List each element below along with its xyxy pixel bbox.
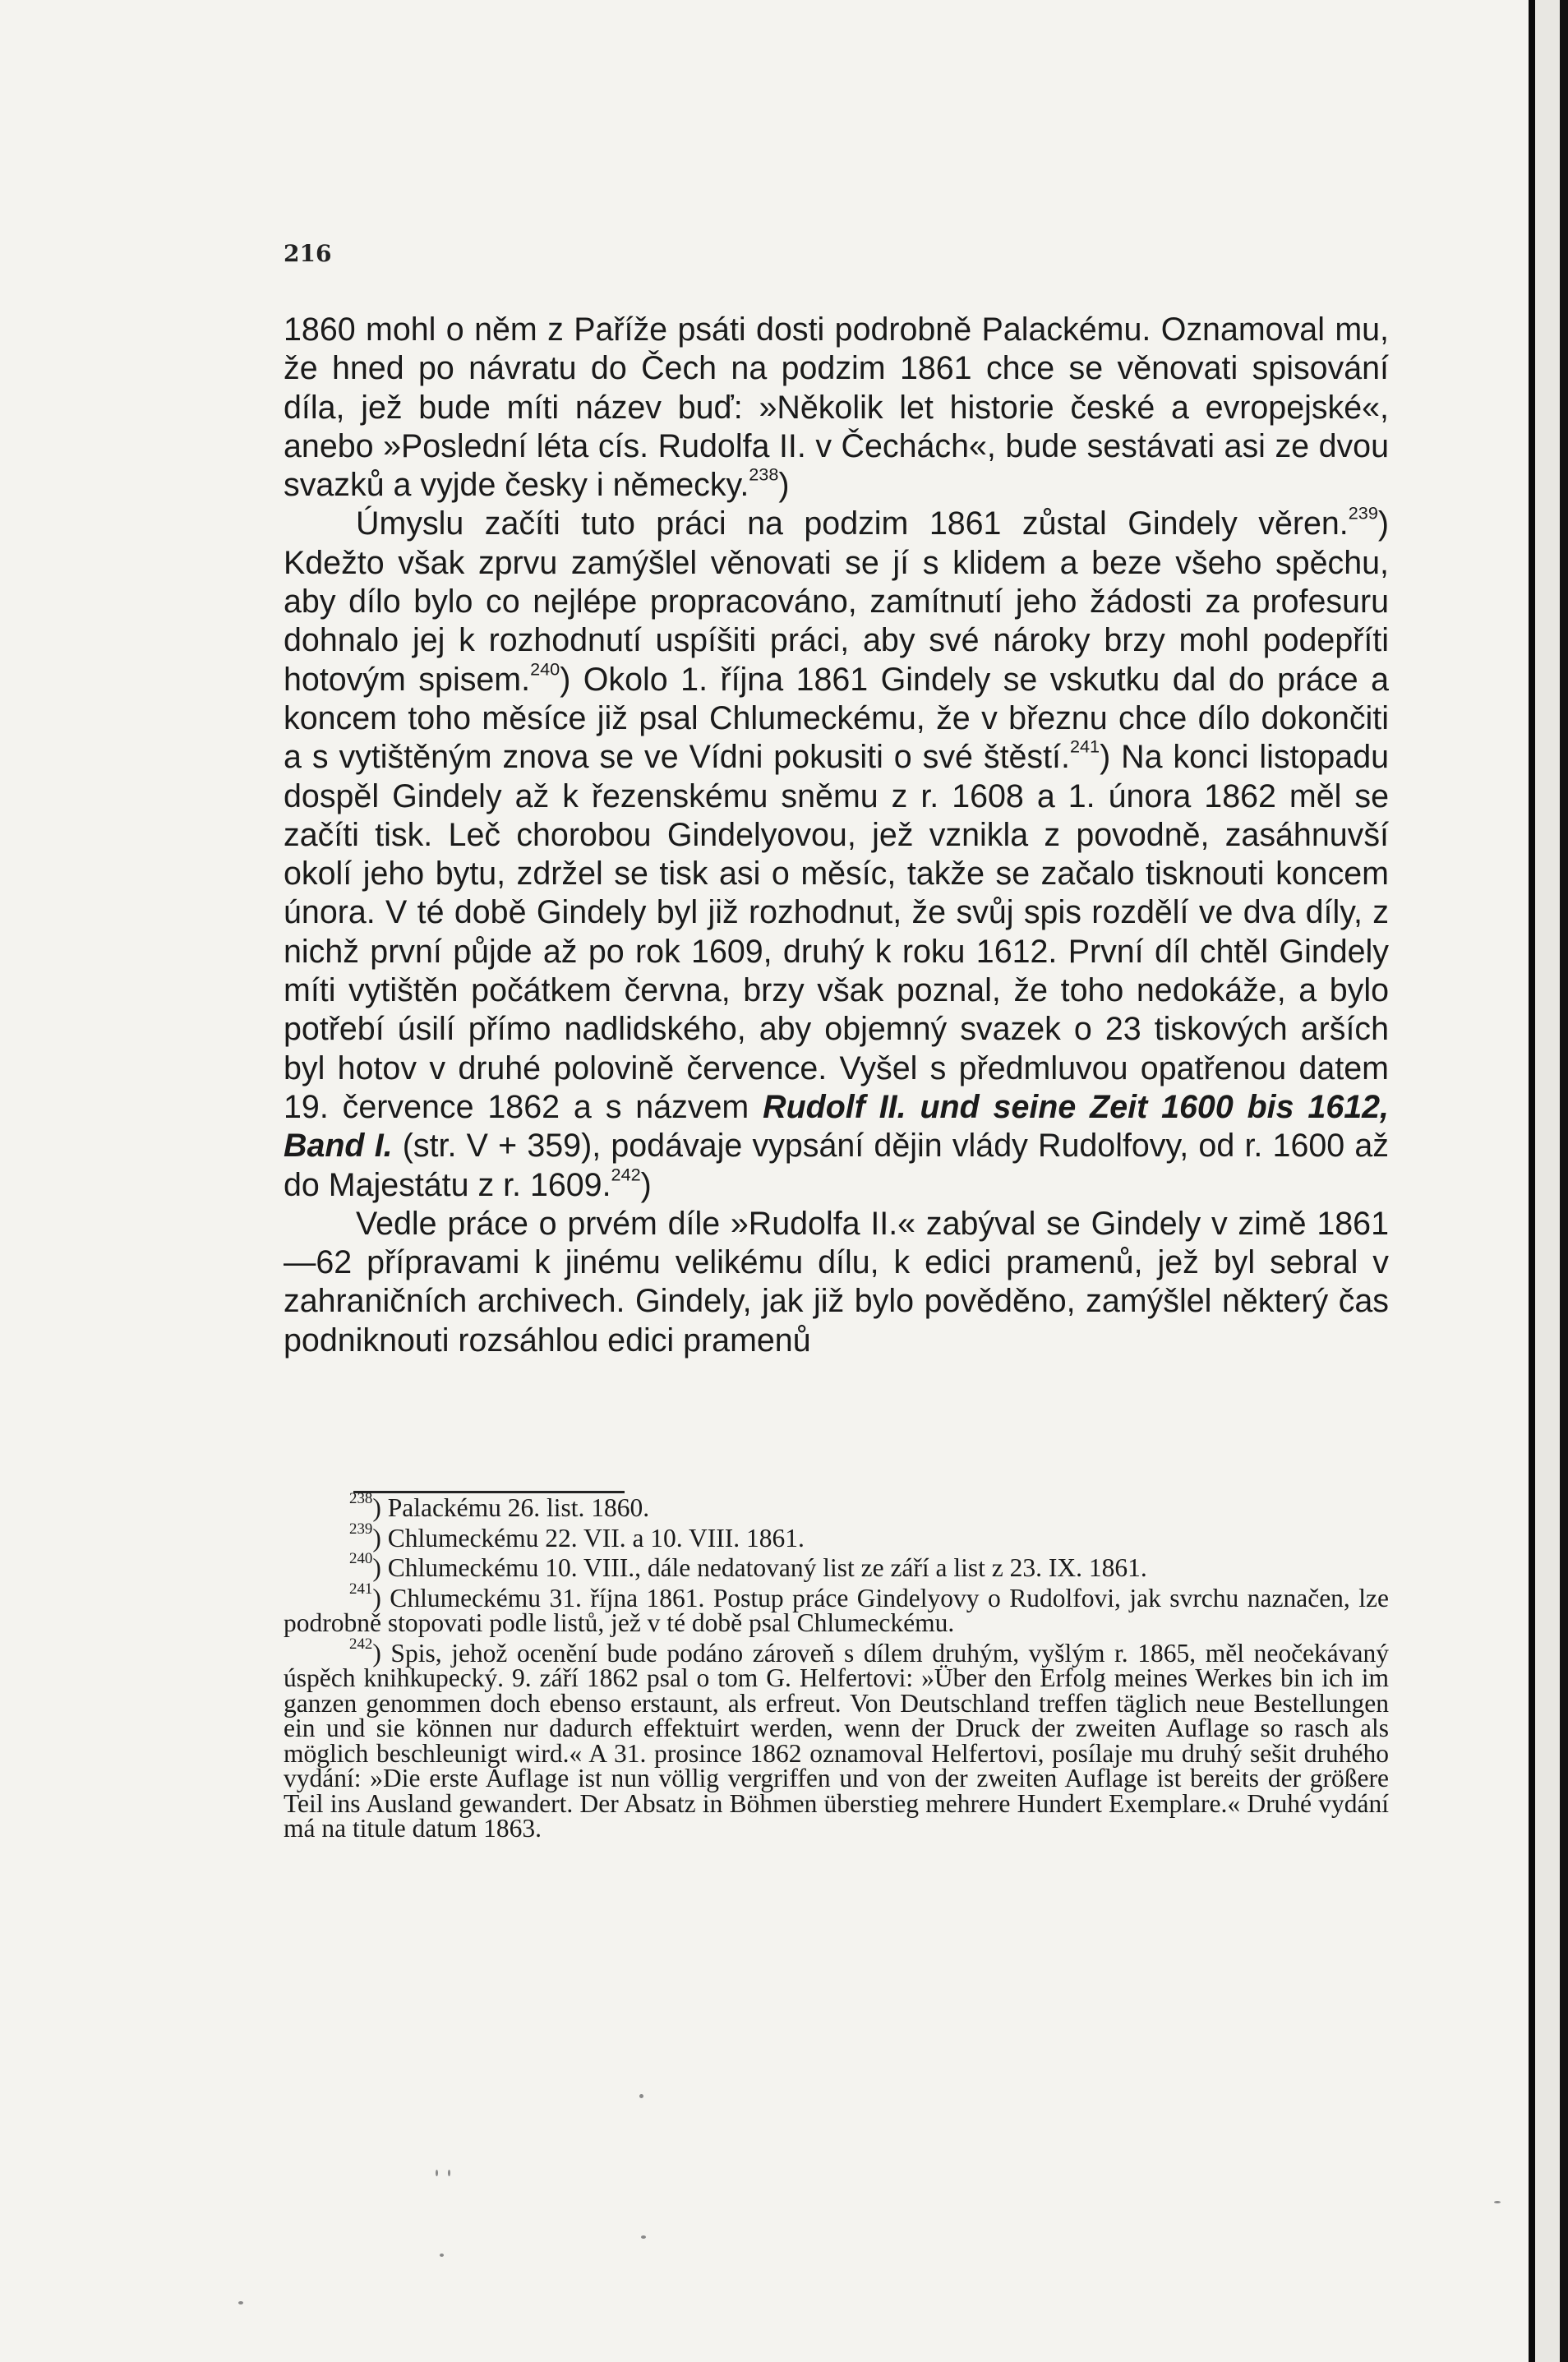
paragraph-1-end: ) [778,467,790,504]
footnote-ref-241: 241 [1069,736,1100,757]
footnote-text: ) Palackému 26. list. 1860. [372,1493,650,1522]
paragraph-2-part-d: ) Na konci listopadu dospěl Gindely až k řezenskému sněmu z r. 1608 a 1. února 1862 měl se začíti tisk. Leč chorobou Gindelyovou, jež vznikla z povodně, zasáhnuvší okolí jeho bytu, zdržel se tisk asi o měsíc, takže se začalo tisknouti koncem února. V té době Gindely byl již rozhodnut, že svůj spis rozdělí ve dva díly, z nichž první půjde až po rok 1609, druhý k roku 1612. První díl chtěl Gindely míti vytištěn počátkem června, brzy však poznal, že toho nedokáže, a bylo potřebí úsilí přímo nadlidského, aby objemný svazek o 23 tiskových arších byl hotov v druhé polovině července. Vyšel s předmluvou opatřenou datem 19. července 1862 a s názvem [284,739,1390,1125]
book-title: Rudolf II. und seine Zeit 1600 bis 1612, Band I. [284,1088,1389,1165]
footnote-number: 241 [349,1580,373,1598]
footnote-number: 239 [349,1520,373,1538]
paragraph-1-text: 1860 mohl o něm z Paříže psáti dosti podrobně Palackému. Oznamoval mu, že hned po návratu do Čech na podzim 1861 chce se věnovati spisování díla, jež bude míti název buď: »Několik let historie české a evropejské«, anebo »Poslední léta cís. Rudolfa II. v Čechách«, bude sestávati asi ze dvou svazků a vyjde česky i německy. [284,311,1389,504]
footnote-240 [284,1549,1389,1582]
footnote-242 [284,1635,1389,1843]
footnote-text: ) Spis, jehož ocenění bude podáno zároveň s dílem druhým, vyšlým r. 1865, měl neočekávaný úspěch knihkupecký. 9. září 1862 psal o tom G. Helfertovi: »Über den Erfolg meines Werkes bin ich im ganzen genommen doch ebenso erstaunt, als erfreut. Von Deutschland treffen täglich neue Bestellungen ein und sie können nur dadurch effektuirt werden, wenn der Druck der zweiten Auflage so rasch als möglich beschleunigt wird.« A 31. prosince 1862 oznamoval Helfertovi, posílaje mu druhý sešit druhého vydání: »Die erste Auflage ist nun völlig vergriffen und von der zweiten Auflage ist bereits der größere Teil ins Ausland gewandert. Der Absatz in Böhmen überstieg mehrere Hundert Exemplare.« Druhé vydání má na titule datum 1863. [284,1638,1389,1843]
footnote-number: 242 [349,1635,373,1653]
paragraph-2 [284,505,1389,1204]
footnote-241 [284,1580,1389,1637]
footnote-text: ) Chlumeckému 10. VIII., dále nedatovaný list ze září a list z 23. IX. 1861. [372,1553,1147,1582]
paragraph-2-part-e: (str. V + 359), podávaje vypsání dějin vlády Rudolfovy, od r. 1600 až do Majestátu z r. 1609. [284,1128,1389,1203]
footnote-ref-242: 242 [611,1164,641,1185]
adjacent-page-edge [1529,0,1568,2362]
footnote-ref-238: 238 [749,464,779,485]
paragraph-2-part-c: ) Okolo 1. října 1861 Gindely se vskutku dal do práce a koncem toho měsíce již psal Chlumeckému, že v březnu chce dílo dokončiti a s vytištěným znova se ve Vídni pokusiti o své štěstí. [284,661,1390,776]
footnote-text: ) Chlumeckému 22. VII. a 10. VIII. 1861. [372,1523,805,1552]
footnote-number: 240 [349,1549,373,1567]
main-text [284,311,1389,1360]
footnote-ref-239: 239 [1348,503,1378,524]
paragraph-2-end: ) [640,1166,652,1203]
footnote-ref-240: 240 [530,658,560,680]
page-number: 216 [284,240,332,267]
paragraph-2-part-a: Úmyslu začíti tuto práci na podzim 1861 zůstal Gindely věren. [356,505,1349,542]
footnote-239 [284,1520,1389,1552]
footnote-238 [284,1489,1389,1522]
paragraph-3: Vedle práce o prvém díle »Rudolfa II.« zabýval se Gindely v zimě 1861—62 přípravami k jinému velikému dílu, k edici pramenů, jež byl sebral v zahraničních archivech. Gindely, jak již bylo pověděno, zamýšlel některý čas podniknouti rozsáhlou edici pramenů [284,1205,1389,1359]
footnote-text: ) Chlumeckému 31. října 1861. Postup práce Gindelyovy o Rudolfovi, jak svrchu naznačen, lze podrobně stopovati podle listů, jež v té době psal Chlumeckému. [284,1583,1389,1637]
paragraph-2-part-b: ) Kdežto však zprvu zamýšlel věnovati se jí s klidem a beze všeho spěchu, aby dílo bylo co nejlépe propracováno, zamítnutí jeho žádosti za profesuru dohnalo jej k rozhodnutí uspíšiti práci, aby své nároky brzy mohl podepříti hotovým spisem. [284,505,1389,698]
footnotes [284,1489,1389,1847]
paragraph-1 [284,311,1389,505]
footnote-number: 238 [349,1489,373,1507]
